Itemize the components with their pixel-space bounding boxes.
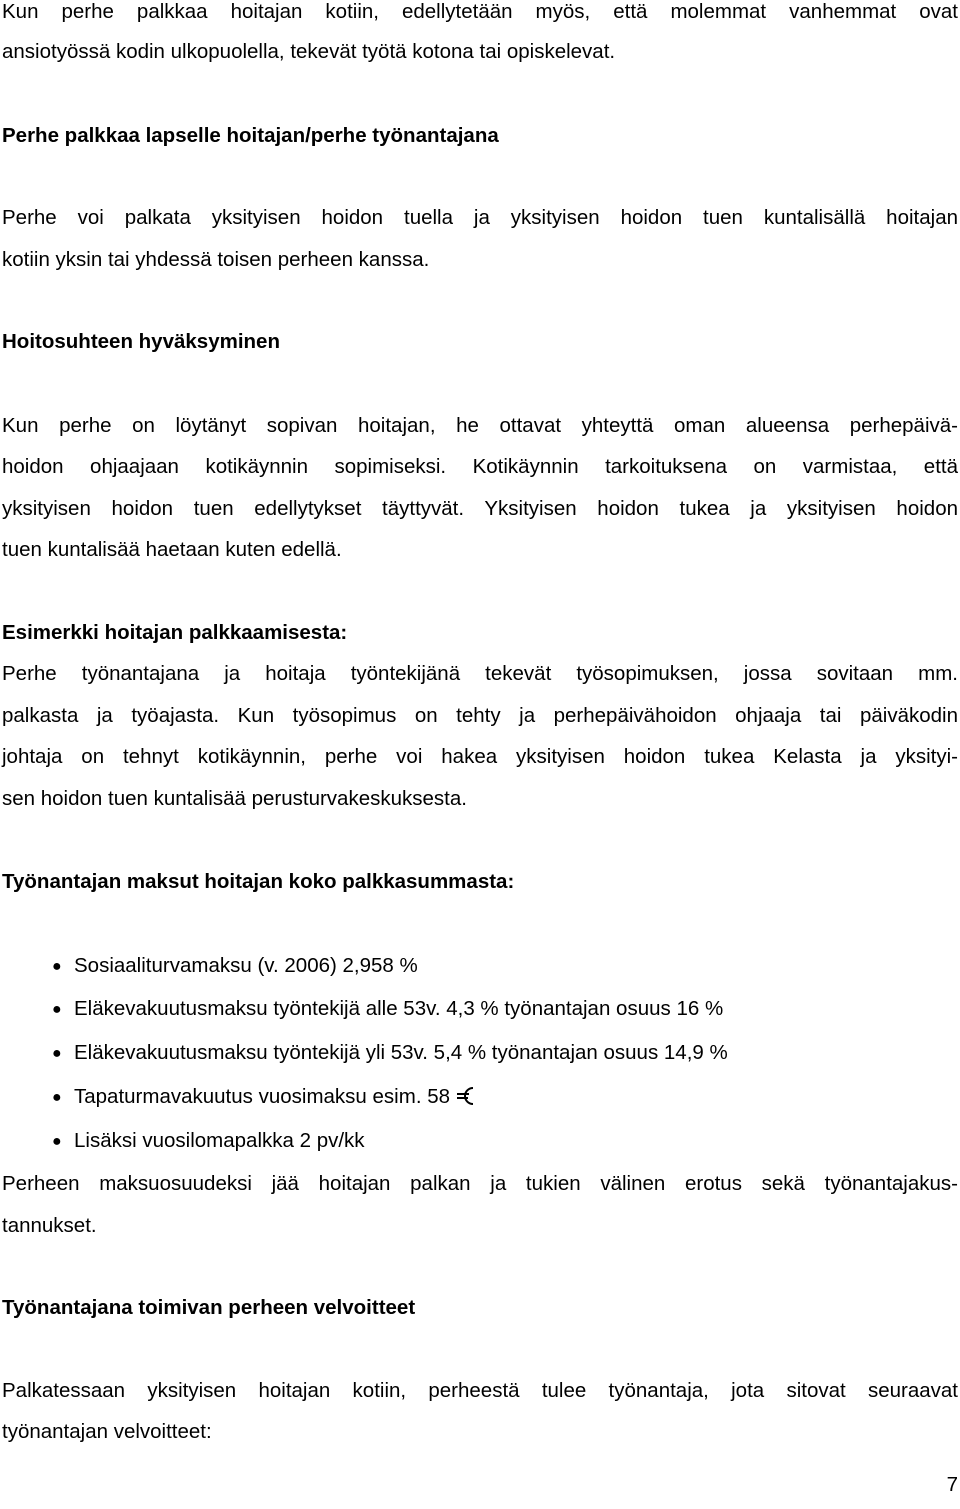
list-item — [52, 1039, 728, 1068]
employer-fees-line-2: tannukset. — [2, 1214, 97, 1237]
example-line-4: sen hoidon tuen kuntalisää perusturvakeskuksesta. — [2, 787, 467, 810]
bullet-icon: ● — [52, 1001, 62, 1018]
approval-line-1: Kun perhe on löytänyt sopivan hoitajan, he ottavat yhteyttä oman alueensa perhepäivä- — [2, 414, 958, 437]
hiring-line-2: kotiin yksin tai yhdessä toisen perheen kanssa. — [2, 248, 430, 271]
list-item-text: Lisäksi vuosilomapalkka 2 pv/kk — [74, 1129, 365, 1152]
approval-line-3: yksityisen hoidon tuen edellytykset täyttyvät. Yksityisen hoidon tukea ja yksityisen hoidon — [2, 497, 958, 520]
list-item — [52, 1083, 476, 1112]
hiring-line-1: Perhe voi palkata yksityisen hoidon tuella ja yksityisen hoidon tuen kuntalisällä hoitajan — [2, 206, 958, 229]
example-line-3: johtaja on tehnyt kotikäynnin, perhe voi hakea yksityisen hoidon tukea Kelasta ja yksityi- — [2, 745, 958, 768]
intro-line-1: Kun perhe palkkaa hoitajan kotiin, edellytetään myös, että molemmat vanhemmat ovat — [2, 0, 958, 23]
list-item — [52, 995, 723, 1024]
bullet-icon: ● — [52, 958, 62, 975]
bullet-icon: ● — [52, 1045, 62, 1062]
obligations-line-1: Palkatessaan yksityisen hoitajan kotiin, perheestä tulee työnantaja, jota sitovat seuraavat — [2, 1379, 958, 1402]
bullet-icon: ● — [52, 1133, 62, 1150]
section-heading-hiring: Perhe palkkaa lapselle hoitajan/perhe työnantajana — [2, 124, 499, 147]
section-heading-example: Esimerkki hoitajan palkkaamisesta: — [2, 621, 348, 644]
euro-icon — [456, 1085, 476, 1107]
employer-fees-line-1: Perheen maksuosuudeksi jää hoitajan palkan ja tukien välinen erotus sekä työnantajakus- — [2, 1172, 958, 1195]
intro-line-2: ansiotyössä kodin ulkopuolella, tekevät työtä kotona tai opiskelevat. — [2, 40, 616, 63]
bullet-icon: ● — [52, 1089, 62, 1106]
list-item — [52, 1127, 365, 1156]
list-item — [52, 952, 418, 981]
approval-line-2: hoidon ohjaajaan kotikäynnin sopimiseksi. Kotikäynnin tarkoituksena on varmistaa, että — [2, 455, 958, 478]
list-item-text: Eläkevakuutusmaksu työntekijä alle 53v. 4,3 % työnantajan osuus 16 % — [74, 997, 724, 1020]
approval-line-4: tuen kuntalisää haetaan kuten edellä. — [2, 538, 342, 561]
section-heading-approval: Hoitosuhteen hyväksyminen — [2, 330, 280, 353]
section-heading-employer-fees: Työnantajan maksut hoitajan koko palkkasummasta: — [2, 870, 515, 893]
list-item-text: Sosiaaliturvamaksu (v. 2006) 2,958 % — [74, 954, 418, 977]
page-number: 7 — [946, 1473, 958, 1496]
example-line-1: Perhe työnantajana ja hoitaja työntekijänä tekevät työsopimuksen, jossa sovitaan mm. — [2, 662, 958, 685]
list-item-text: Eläkevakuutusmaksu työntekijä yli 53v. 5,4 % työnantajan osuus 14,9 % — [74, 1041, 728, 1064]
section-heading-obligations: Työnantajana toimivan perheen velvoitteet — [2, 1296, 416, 1319]
obligations-line-2: työnantajan velvoitteet: — [2, 1420, 212, 1443]
list-item-text: Tapaturmavakuutus vuosimaksu esim. 58 — [74, 1085, 456, 1108]
example-line-2: palkasta ja työajasta. Kun työsopimus on tehty ja perhepäivähoidon ohjaaja tai päiväkodin — [2, 704, 958, 727]
